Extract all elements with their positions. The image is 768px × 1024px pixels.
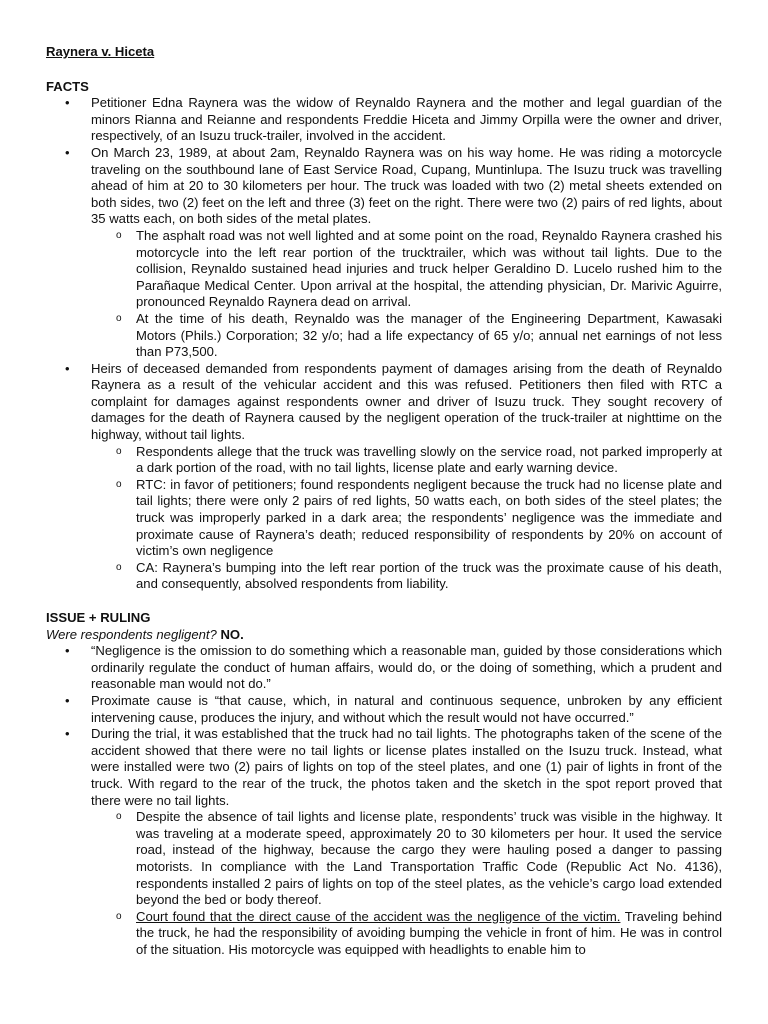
ruling-item-text: Proximate cause is “that cause, which, in natural and continuous sequence, unbroken by any efficient intervening cause, produces the injury, and without which the result would not have occurred.” bbox=[91, 692, 722, 725]
facts-subitem bbox=[91, 444, 722, 477]
underlined-finding: Court found that the direct cause of the accident was the negligence of the victim. bbox=[136, 908, 621, 924]
ruling-item bbox=[46, 693, 722, 726]
ruling-subitem-text: Despite the absence of tail lights and license plate, respondents’ truck was visible in the highway. It was traveling at a moderate speed, approximately 20 to 30 kilometers per hour. It used the service road, instead of the highway, because the cargo they were hauling posed a danger to passing motorists. In compliance with the Land Transportation Traffic Code (Republic Act No. 4136), respondents installed 2 pairs of lights on top of the steel plates, as the vehicle’s cargo load extended beyond the bed or body thereof. bbox=[136, 809, 722, 908]
facts-subitem-text: RTC: in favor of petitioners; found respondents negligent because the truck had no license plate and tail lights; there were only 2 pairs of red lights, 50 watts each, on both sides of the steel plates; the truck was improperly parked in a dark area; the respondents’ negligence was the immediate and proximate cause of Raynera’s death; reduced responsibility of respondents by 20% on account of victim’s own negligence bbox=[136, 476, 722, 559]
facts-list bbox=[46, 95, 722, 593]
case-title: Raynera v. Hiceta bbox=[46, 44, 155, 59]
issue-question bbox=[46, 627, 722, 644]
facts-subitem-text: At the time of his death, Reynaldo was the manager of the Engineering Department, Kawasaki Motors (Phils.) Corporation; 32 y/o; had a life expectancy of 65 y/o; annual net earnings of not less than P73,500. bbox=[136, 310, 722, 360]
bullet-icon: • bbox=[65, 643, 70, 659]
facts-subitem bbox=[91, 477, 722, 560]
question-text: Were respondents negligent? bbox=[46, 626, 217, 642]
circle-bullet-icon: o bbox=[116, 312, 122, 324]
issue-heading: ISSUE + RULING bbox=[46, 610, 151, 625]
ruling-item bbox=[46, 643, 722, 693]
facts-item bbox=[46, 95, 722, 145]
bullet-icon: • bbox=[65, 726, 70, 742]
circle-bullet-icon: o bbox=[116, 811, 122, 823]
facts-subitem bbox=[91, 560, 722, 593]
issue-section bbox=[46, 610, 722, 958]
facts-subitem-text: Respondents allege that the truck was travelling slowly on the service road, not parked improperly at a dark portion of the road, with no tail lights, license plate and early warning device. bbox=[136, 443, 722, 476]
facts-sublist bbox=[91, 444, 722, 593]
facts-item-text: Petitioner Edna Raynera was the widow of Reynaldo Raynera and the mother and legal guardian of the minors Rianna and Reianne and respondents Freddie Hiceta and Jimmy Orpilla were the owner and driver, respectively, of an Isuzu truck-trailer, involved in the accident. bbox=[91, 95, 722, 144]
facts-subitem bbox=[91, 228, 722, 311]
facts-sublist bbox=[91, 228, 722, 361]
ruling-item bbox=[46, 726, 722, 958]
ruling-list bbox=[46, 643, 722, 958]
circle-bullet-icon: o bbox=[116, 445, 122, 457]
bullet-icon: • bbox=[65, 360, 70, 376]
facts-item bbox=[46, 145, 722, 361]
facts-item bbox=[46, 361, 722, 593]
answer-text: NO. bbox=[216, 626, 244, 642]
ruling-subitem-text bbox=[136, 909, 722, 959]
circle-bullet-icon: o bbox=[116, 229, 122, 241]
ruling-subitem bbox=[91, 909, 722, 959]
facts-item-text: Heirs of deceased demanded from respondents payment of damages arising from the death of Reynaldo Raynera as a result of the vehicular accident and this was refused. Petitioners then filed with RTC a complaint for damages against respondents owner and driver of Isuzu truck. They sought recovery of damages for the death of Raynera caused by the negligent operation of the truck-trailer at nighttime on the highway, without tail lights. bbox=[91, 360, 722, 443]
facts-item-text: On March 23, 1989, at about 2am, Reynaldo Raynera was on his way home. He was riding a motorcycle traveling on the southbound lane of East Service Road, Cupang, Muntinlupa. The Isuzu truck was travelling ahead of him at 20 to 30 kilometers per hour. The truck was loaded with two (2) metal sheets extended on both sides, two (2) feet on the left and three (3) feet on the right. There were two (2) pairs of red lights, about 35 watts each, on both sides of the metal plates. bbox=[91, 144, 722, 227]
ruling-item-text: “Negligence is the omission to do something which a reasonable man, guided by those considerations which ordinarily regulate the conduct of human affairs, would do, or the doing of something, which a prudent and reasonable man would not do.” bbox=[91, 643, 722, 692]
bullet-icon: • bbox=[65, 144, 70, 160]
finding-continuation: Traveling behind the truck, he had the responsibility of avoiding bumping the vehicle in front of him. He was in control of the situation. His motorcycle was equipped with headlights to enable him to bbox=[136, 908, 722, 957]
ruling-subitem bbox=[91, 809, 722, 909]
ruling-item-text: During the trial, it was established that the truck had no tail lights. The photographs taken of the scene of the accident showed that there were no tail lights or license plates installed on the Isuzu truck. Instead, what were installed were two (2) pairs of lights on top of the steel plates, and one (1) pair of lights in front of the truck. With regard to the rear of the truck, the photos taken and the sketch in the spot report proved that there were no tail lights. bbox=[91, 726, 722, 808]
circle-bullet-icon: o bbox=[116, 910, 122, 922]
facts-subitem-text: CA: Raynera’s bumping into the left rear portion of the truck was the proximate cause of his death, and consequently, absolved respondents from liability. bbox=[136, 559, 722, 592]
facts-subitem bbox=[91, 311, 722, 361]
ruling-sublist bbox=[91, 809, 722, 958]
bullet-icon: • bbox=[65, 692, 70, 708]
facts-subitem-text: The asphalt road was not well lighted and at some point on the road, Reynaldo Raynera crashed his motorcycle into the left rear portion of the trucktrailer, which was without tail lights. Due to the collision, Reynaldo sustained head injuries and truck helper Geraldino D. Lucelo rushed him to the Parañaque Medical Center. Upon arrival at the hospital, the attending physician, Dr. Marivic Aguirre, pronounced Reynaldo Raynera dead on arrival. bbox=[136, 227, 722, 310]
facts-heading: FACTS bbox=[46, 78, 89, 94]
circle-bullet-icon: o bbox=[116, 561, 122, 573]
circle-bullet-icon: o bbox=[116, 478, 122, 490]
bullet-icon: • bbox=[65, 95, 70, 111]
